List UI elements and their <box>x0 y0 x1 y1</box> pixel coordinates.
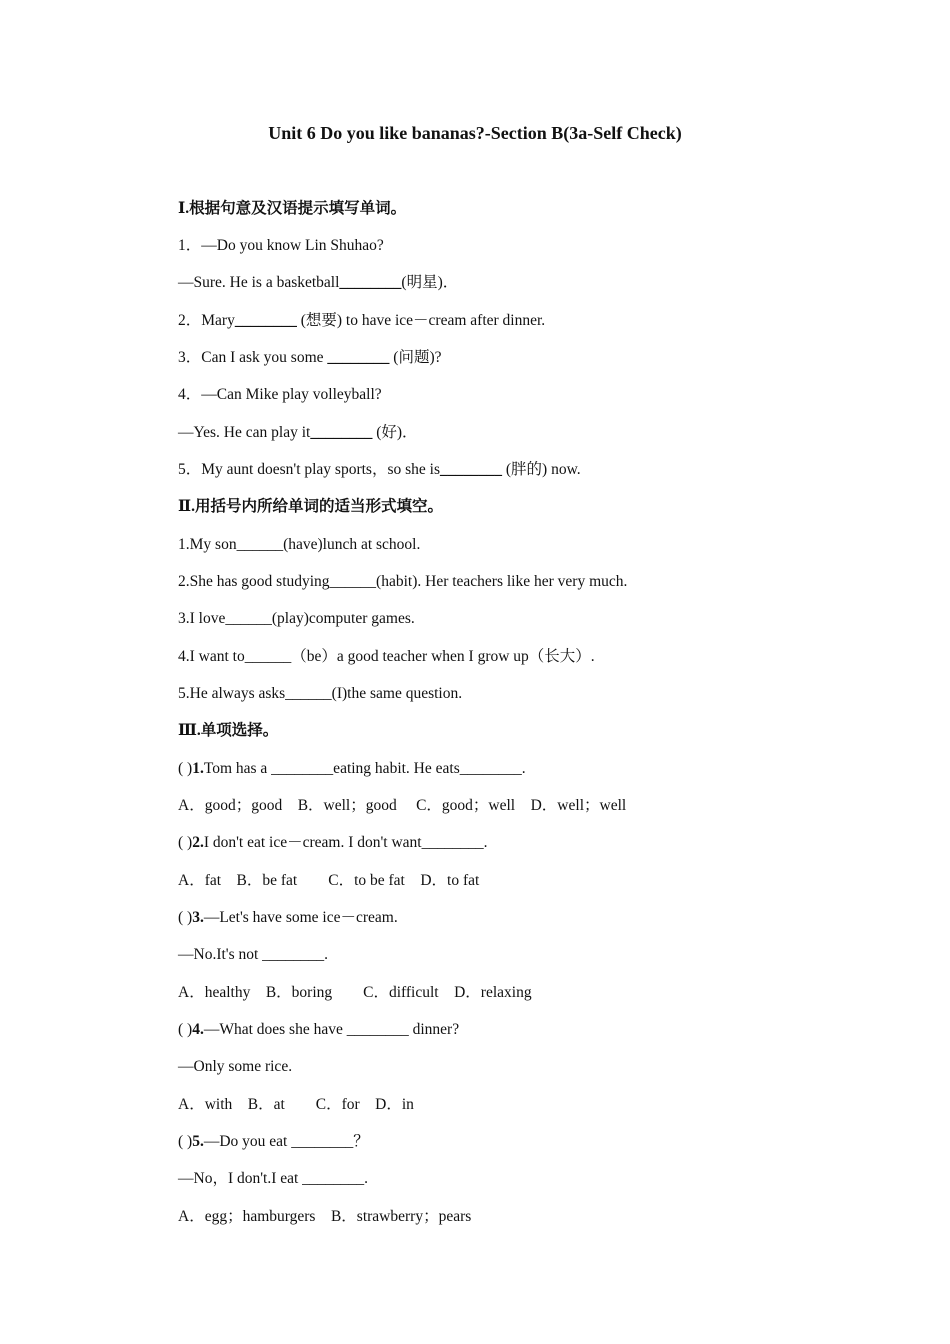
question-number: 3． <box>178 349 202 366</box>
hint-text: (明星)． <box>401 274 459 291</box>
answer-paren[interactable]: ( ) <box>178 760 193 777</box>
question-text: Can I ask you some <box>201 349 328 366</box>
answer-paren[interactable]: ( ) <box>178 1021 193 1038</box>
question-text: —Let's have some ice－cream. <box>203 909 398 926</box>
s3-q1-options: A．good；good B．well；good C．good；well D．well；well <box>178 797 627 814</box>
question-number: 4． <box>178 386 202 403</box>
s2-q2: 2.She has good studying______(habit). Her teachers like her very much. <box>178 573 628 590</box>
s3-q3-line2: —No.It's not ________. <box>178 946 329 963</box>
answer-blank[interactable]: ________ <box>339 274 402 291</box>
question-number: 3. <box>192 909 204 926</box>
question-text: —What does she have ________ dinner? <box>203 1021 460 1038</box>
hint-text: (问题)? <box>389 349 442 366</box>
hint-text: (胖的) now. <box>502 461 581 478</box>
s3-q3-options: A．healthy B．boring C．difficult D．relaxing <box>178 984 532 1001</box>
hint-text: (想要) to have ice－cream after dinner. <box>296 312 546 329</box>
s1-q2 <box>178 311 545 331</box>
answer-blank[interactable]: ________ <box>327 349 390 366</box>
question-number: 2. <box>192 834 204 851</box>
question-text: —Do you know Lin Shuhao? <box>201 237 384 254</box>
answer-blank[interactable]: ________ <box>440 461 502 478</box>
s1-q5 <box>178 460 581 480</box>
s3-q5-line2: —No，I don't.I eat ________. <box>178 1170 369 1187</box>
question-text: —Sure. He is a basketball <box>178 274 340 291</box>
question-number: 2． <box>178 312 202 329</box>
s2-q1: 1.My son______(have)lunch at school. <box>178 536 421 553</box>
answer-blank[interactable]: ________ <box>310 424 373 441</box>
s1-q4-line2 <box>178 423 418 443</box>
answer-blank[interactable]: ________ <box>234 312 297 329</box>
s1-q1-line2 <box>178 273 458 293</box>
question-text: My aunt doesn't play sports，so she is <box>201 461 440 478</box>
s3-q4-line2: —Only some rice. <box>178 1058 293 1075</box>
page-title: Unit 6 Do you like bananas?-Section B(3a-Self Check) <box>268 123 682 143</box>
question-text: I don't eat ice－cream. I don't want________. <box>203 834 488 851</box>
question-number: 1. <box>192 760 204 777</box>
question-text: —Do you eat ________？ <box>203 1133 369 1150</box>
s1-q4-line1 <box>178 385 382 405</box>
question-number: 5. <box>192 1133 204 1150</box>
s3-q4 <box>178 1020 459 1040</box>
question-text: Mary <box>201 312 235 329</box>
s3-q5-options: A．egg；hamburgers B．strawberry；pears <box>178 1208 472 1225</box>
s2-q3: 3.I love______(play)computer games. <box>178 610 415 627</box>
s1-q3 <box>178 348 441 368</box>
s3-q1 <box>178 759 526 779</box>
s3-q5 <box>178 1132 369 1152</box>
section-2-heading: Ⅱ.用括号内所给单词的适当形式填空。 <box>178 498 443 515</box>
section-1-heading: Ⅰ.根据句意及汉语提示填写单词。 <box>178 200 407 217</box>
section-3-heading: Ⅲ.单项选择。 <box>178 722 279 739</box>
s3-q2-options: A．fat B．be fat C．to be fat D．to fat <box>178 872 480 889</box>
question-text: —Yes. He can play it <box>178 424 311 441</box>
question-text: —Can Mike play volleyball? <box>201 386 382 403</box>
question-text: Tom has a ________eating habit. He eats________. <box>203 760 526 777</box>
s2-q4: 4.I want to______（be）a good teacher when I grow up（长大）. <box>178 648 595 665</box>
answer-paren[interactable]: ( ) <box>178 909 193 926</box>
s3-q4-options: A．with B．at C．for D．in <box>178 1096 414 1113</box>
hint-text: (好)． <box>372 424 418 441</box>
s1-q1-line1 <box>178 236 384 256</box>
s2-q5: 5.He always asks______(I)the same question. <box>178 685 463 702</box>
s3-q3 <box>178 908 398 928</box>
question-number: 4. <box>192 1021 204 1038</box>
question-number: 5． <box>178 461 202 478</box>
s3-q2 <box>178 833 487 853</box>
answer-paren[interactable]: ( ) <box>178 834 193 851</box>
answer-paren[interactable]: ( ) <box>178 1133 193 1150</box>
question-number: 1． <box>178 237 202 254</box>
